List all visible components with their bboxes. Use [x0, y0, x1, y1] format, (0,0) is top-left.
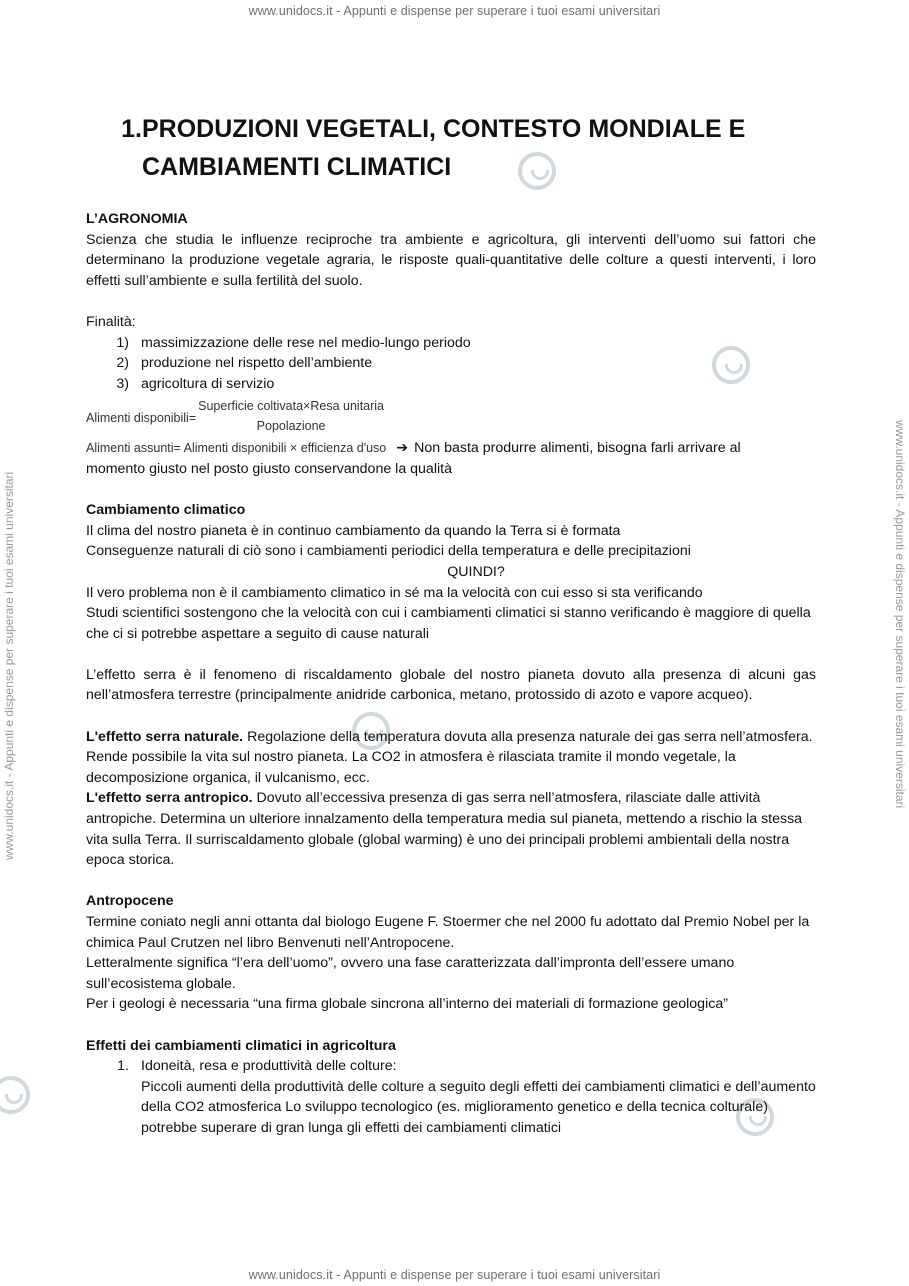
effetto-serra-text: L’effetto serra è il fenomeno di riscaldamento globale del nostro pianeta dovuto alla presenza di alcuni gas nell’atmosfera terrestre (principalmente anidride carbonica, metano, protossido di azoto e vapore acqueo).	[86, 666, 816, 704]
list-item	[86, 374, 816, 395]
cambiamento-line-5: Studi scientifici sostengono che la velocità con cui i cambiamenti climatici si stanno verificando è maggiore di quella che ci si potrebbe aspettare a seguito di cause naturali	[86, 605, 811, 642]
list-item	[86, 1056, 816, 1138]
watermark-right: www.unidocs.it - Appunti e dispense per superare i tuoi esami universitari	[893, 420, 907, 809]
list-item-text: produzione nel rispetto dell’ambiente	[141, 355, 373, 372]
effetti-item-title: Idoneità, resa e produttività delle colture:	[141, 1058, 397, 1075]
cambiamento-line-2: Conseguenze naturali di ciò sono i cambiamenti periodici della temperatura e delle precipitazioni	[86, 543, 691, 560]
cambiamento-line-4: Il vero problema non è il cambiamento climatico in sé ma la velocità con cui esso si sta verificando	[86, 584, 703, 601]
title-line-1: PRODUZIONI VEGETALI, CONTESTO MONDIALE E	[142, 115, 746, 143]
cambiamento-line-1: Il clima del nostro pianeta è in continuo cambiamento da quando la Terra si è formata	[86, 522, 621, 539]
list-item-text: massimizzazione delle rese nel medio-lungo periodo	[141, 334, 471, 351]
list-item-content	[141, 1056, 816, 1138]
title-text	[142, 110, 816, 186]
formula-denominator: Popolazione	[256, 419, 326, 434]
formula-expression: Alimenti assunti= Alimenti disponibili × efficienza d'uso	[86, 441, 387, 456]
antropocene-heading: Antropocene	[86, 893, 174, 910]
cambiamento-heading: Cambiamento climatico	[86, 502, 246, 519]
agronomia-heading: L’AGRONOMIA	[86, 211, 188, 227]
formula-fraction	[198, 396, 384, 436]
antropocene-p2: Letteralmente significa “l’era dell’uomo”, ovvero una fase caratterizzata dall’impronta dell’essere umano sull’ecosistema globale.	[86, 955, 735, 992]
arrow-icon: ➔	[396, 440, 409, 457]
formula-numerator: Superficie coltivata×Resa unitaria	[198, 399, 385, 414]
title-line-2: CAMBIAMENTI CLIMATICI	[142, 153, 452, 181]
antropocene-p1: Termine coniato negli anni ottanta dal biologo Eugene F. Stoermer che nel 2000 fu adottato dal Premio Nobel per la chimica Paul Crutzen nel libro Benvenuti nell’Antropocene.	[86, 914, 810, 951]
list-item-number: 1.	[117, 1058, 129, 1075]
formula-alimenti-disponibili	[86, 396, 816, 436]
agronomia-text: Scienza che studia le influenze reciproche tra ambiente e agricoltura, gli interventi dell’uomo sui fattori che determinano la produzione vegetale agraria, le risposte quali-quantitative delle colture a questi interventi, i loro effetti sull’ambiente e sulla fertilità del suolo.	[86, 231, 816, 289]
list-item	[86, 333, 816, 354]
watermark-left: www.unidocs.it - Appunti e dispense per superare i tuoi esami universitari	[2, 471, 16, 860]
effetti-item-text: Piccoli aumenti della produttività delle colture a seguito degli effetti dei cambiamenti climatici e dell’aumento della CO2 atmosferica Lo sviluppo tecnologico (es. miglioramento genetico e della tecnica colturale) potrebbe superare di gran lunga gli effetti dei cambiamenti climatici	[141, 1078, 816, 1136]
formula-label: Alimenti disponibili=	[86, 411, 197, 426]
serra-antropico-label: L'effetto serra antropico.	[86, 790, 253, 807]
antropocene-section	[86, 891, 816, 1015]
cambiamento-quindi: QUINDI?	[447, 563, 505, 580]
list-item-text: agricoltura di servizio	[141, 375, 275, 392]
serra-naturale-label: L'effetto serra naturale.	[86, 728, 244, 745]
finalita-section	[86, 312, 816, 394]
formula-alimenti-assunti	[86, 438, 816, 479]
formula-comment-cont: momento giusto nel posto giusto conservandone la qualità	[86, 460, 452, 477]
cambiamento-section	[86, 500, 816, 644]
agronomia-section	[86, 209, 816, 291]
list-item	[86, 353, 816, 374]
effetto-serra-section	[86, 665, 816, 706]
serra-naturale-paragraph	[86, 727, 816, 789]
antropocene-p3: Per i geologi è necessaria “una firma globale sincrona all’interno dei materiali di formazione geologica”	[86, 996, 728, 1013]
document-page	[86, 110, 816, 1139]
finalita-list	[86, 333, 816, 395]
watermark-top: www.unidocs.it - Appunti e dispense per superare i tuoi esami universitari	[248, 4, 661, 18]
effetti-heading: Effetti dei cambiamenti climatici in agricoltura	[86, 1037, 396, 1054]
serra-naturale-text: Regolazione della temperatura dovuta alla presenza naturale dei gas serra nell’atmosfera. Rende possibile la vita sul nostro pianeta. La CO2 in atmosfera è rilasciata tramite il mondo vegetale, la decomposizione organica, il vulcanismo, ecc.	[86, 728, 813, 786]
page-title	[86, 110, 816, 186]
serra-antropico-paragraph	[86, 788, 816, 870]
title-number: 1.	[121, 115, 142, 143]
list-item-number: 3)	[116, 375, 129, 392]
serra-antropico-text: Dovuto all’eccessiva presenza di gas serra nell’atmosfera, rilasciate dalle attività antropiche. Determina un ulteriore innalzamento della temperatura media sul pianeta, mettendo a rischio la stessa vita sulla Terra. Il surriscaldamento globale (global warming) è uno dei principali problemi ambientali della nostra epoca storica.	[86, 790, 803, 869]
unidocs-logo-icon	[0, 1076, 30, 1114]
list-item-number: 2)	[116, 355, 129, 372]
formula-line	[86, 438, 816, 459]
effetti-list	[86, 1056, 816, 1138]
list-item-number: 1)	[116, 334, 129, 351]
effetti-section	[86, 1036, 816, 1139]
formula-comment: Non basta produrre alimenti, bisogna farli arrivare al	[414, 440, 741, 457]
watermark-bottom: www.unidocs.it - Appunti e dispense per superare i tuoi esami universitari	[248, 1268, 661, 1282]
finalita-heading: Finalità:	[86, 313, 136, 330]
effetto-serra-tipi	[86, 727, 816, 871]
